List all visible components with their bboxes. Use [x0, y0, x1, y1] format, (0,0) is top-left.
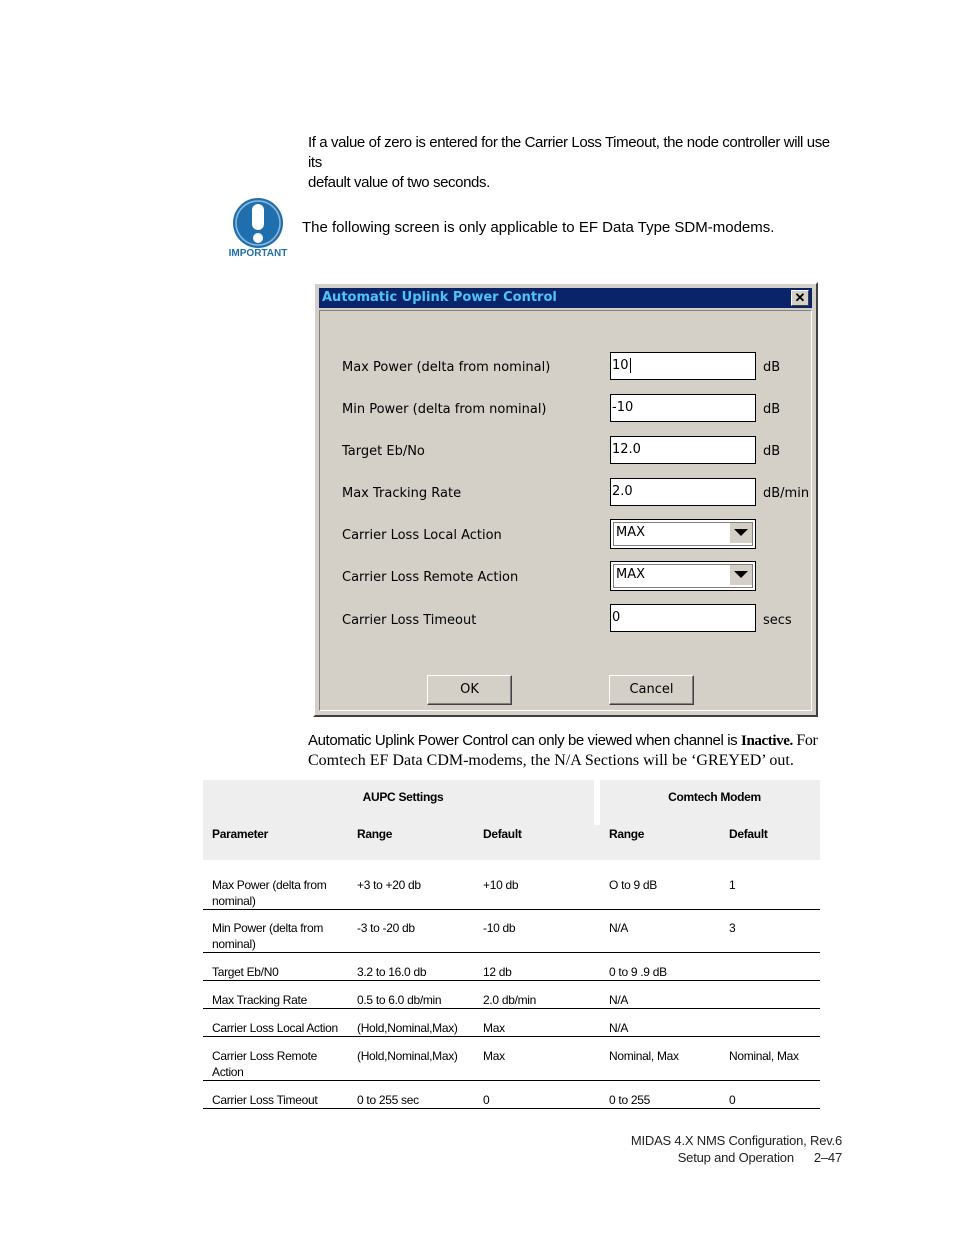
footer-doc-title: MIDAS 4.X NMS Configuration, Rev.6: [630, 1133, 842, 1148]
carrier-loss-local-select[interactable]: [610, 519, 756, 549]
min-power-label: Min Power (delta from nominal): [342, 402, 547, 417]
min-power-input[interactable]: -10: [610, 394, 756, 422]
after-line-1: Automatic Uplink Power Control can only be viewed when channel is Inactive. For: [308, 732, 818, 749]
cancel-button[interactable]: Cancel: [609, 675, 694, 705]
max-tracking-rate-input[interactable]: 2.0: [610, 478, 756, 506]
column-header: Default: [720, 825, 820, 860]
table-row: Carrier Loss Timeout 0 to 255 sec 0 0 to 255 0: [203, 1081, 820, 1109]
chevron-down-icon[interactable]: [730, 523, 752, 543]
carrier-loss-local-label: Carrier Loss Local Action: [342, 528, 502, 543]
chevron-down-icon[interactable]: [730, 565, 752, 585]
footer-section-line: [560, 1149, 842, 1166]
target-ebno-unit: dB: [763, 444, 781, 459]
target-ebno-input[interactable]: 12.0: [610, 436, 756, 464]
carrier-loss-remote-label: Carrier Loss Remote Action: [342, 570, 519, 585]
close-button[interactable]: ✕: [791, 290, 809, 306]
after-paragraph: [308, 731, 823, 771]
column-header: Parameter: [203, 825, 348, 860]
max-power-input[interactable]: 10: [610, 352, 756, 380]
table-row: Min Power (delta from nominal) -3 to -20 db -10 db N/A 3: [203, 910, 820, 953]
dialog-body: [319, 310, 812, 711]
carrier-loss-remote-value: MAX: [616, 567, 646, 582]
intro-paragraph: [308, 133, 843, 193]
inactive-emphasis: Inactive.: [741, 733, 793, 749]
after-line-2: Comtech EF Data CDM-modems, the N/A Sections will be ‘GREYED’ out.: [308, 752, 794, 769]
column-header: Default: [474, 825, 594, 860]
table-row: Target Eb/N0 3.2 to 16.0 db 12 db 0 to 9 .9 dB: [203, 953, 820, 981]
column-header: Range: [348, 825, 474, 860]
footer-section: Setup and Operation: [677, 1150, 794, 1165]
important-note: The following screen is only applicable to EF Data Type SDM-modems.: [302, 219, 775, 236]
max-power-label: Max Power (delta from nominal): [342, 360, 551, 375]
table-row: Max Power (delta from nominal) +3 to +20 db +10 db O to 9 dB 1: [203, 867, 820, 910]
page-footer: [560, 1132, 842, 1166]
column-header: Range: [600, 825, 720, 860]
carrier-loss-remote-select[interactable]: [610, 561, 756, 591]
max-power-unit: dB: [763, 360, 781, 375]
dialog-title: Automatic Uplink Power Control: [322, 290, 557, 305]
group-header-comtech: Comtech Modem: [600, 780, 820, 825]
group-header-aupc: AUPC Settings: [203, 780, 594, 825]
min-power-unit: dB: [763, 402, 781, 417]
dialog-titlebar: [319, 288, 812, 308]
ok-button[interactable]: OK: [427, 675, 512, 705]
aupc-dialog: [313, 282, 818, 717]
intro-line-2: default value of two seconds.: [308, 174, 490, 191]
carrier-loss-timeout-unit: secs: [763, 613, 792, 628]
important-label: IMPORTANT: [228, 248, 288, 259]
table-row: Carrier Loss Local Action (Hold,Nominal,Max) Max N/A: [203, 1009, 820, 1037]
carrier-loss-timeout-label: Carrier Loss Timeout: [342, 613, 477, 628]
max-tracking-rate-unit: dB/min: [763, 486, 810, 501]
intro-line-1: If a value of zero is entered for the Carrier Loss Timeout, the node controller will use its: [308, 134, 830, 171]
max-tracking-rate-label: Max Tracking Rate: [342, 486, 462, 501]
page-number: 2–47: [813, 1150, 842, 1165]
table-row: Carrier Loss Remote Action (Hold,Nominal,Max) Max Nominal, Max Nominal, Max: [203, 1037, 820, 1081]
carrier-loss-timeout-input[interactable]: 0: [610, 604, 756, 632]
table-row: Max Tracking Rate 0.5 to 6.0 db/min 2.0 db/min N/A: [203, 981, 820, 1009]
target-ebno-label: Target Eb/No: [342, 444, 425, 459]
aupc-table: [203, 780, 820, 1109]
carrier-loss-local-value: MAX: [616, 525, 646, 540]
important-exclamation-icon: [233, 198, 283, 248]
